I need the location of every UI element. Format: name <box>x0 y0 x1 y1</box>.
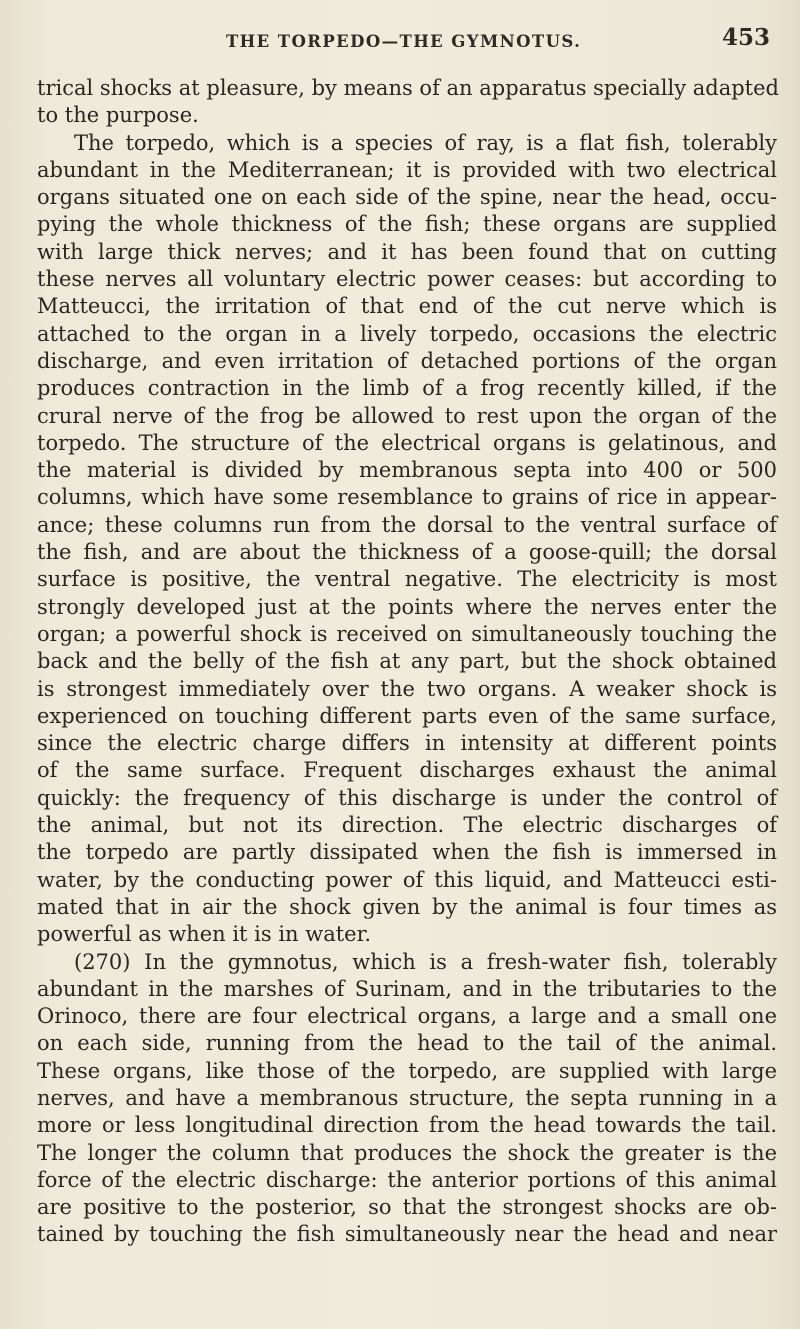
text-line: these nerves all voluntary electric power ceases: but according to <box>37 267 777 292</box>
text-line: abundant in the Mediterranean; it is provided with two electrical <box>37 157 777 182</box>
text-line: experienced on touching different parts even of the same surface, <box>37 703 777 728</box>
text-line: force of the electric discharge: the anterior portions of this animal <box>37 1167 777 1192</box>
text-line: the animal, but not its direction. The electric discharges of <box>37 813 777 838</box>
text-line: on each side, running from the head to the tail of the animal. <box>37 1031 777 1056</box>
body-text <box>37 75 777 1249</box>
text-line: to the purpose. <box>37 103 199 128</box>
text-line: powerful as when it is in water. <box>37 922 372 947</box>
text-line: pying the whole thickness of the fish; these organs are supplied <box>37 212 777 237</box>
text-line: quickly: the frequency of this discharge is under the control of <box>37 785 777 810</box>
text-line: strongly developed just at the points where the nerves enter the <box>37 594 777 619</box>
text-line: the material is divided by membranous septa into 400 or 500 <box>37 458 777 483</box>
text-line: organ; a powerful shock is received on simultaneously touching the <box>37 621 777 646</box>
page-number: 453 <box>721 24 770 51</box>
text-line: back and the belly of the fish at any part, but the shock obtained <box>37 649 777 674</box>
text-line: the torpedo are partly dissipated when the fish is immersed in <box>37 840 777 865</box>
text-line: ance; these columns run from the dorsal to the ventral surface of <box>37 512 777 537</box>
text-line: mated that in air the shock given by the animal is four times as <box>37 894 777 919</box>
text-line: These organs, like those of the torpedo, are supplied with large <box>37 1058 777 1083</box>
text-line: nerves, and have a membranous structure, the septa running in a <box>37 1085 777 1110</box>
paragraph-start: (270) In the gymnotus, which is a fresh-water fish, tolerably <box>74 949 777 974</box>
text-line: with large thick nerves; and it has been found that on cutting <box>37 239 777 264</box>
text-line: produces contraction in the limb of a frog recently killed, if the <box>37 376 777 401</box>
running-head <box>0 24 800 64</box>
text-line: of the same surface. Frequent discharges exhaust the animal <box>37 758 777 783</box>
paragraph-start: The torpedo, which is a species of ray, is a flat fish, tolerably <box>74 130 777 155</box>
text-line: more or less longitudinal direction from the head towards the tail. <box>37 1113 777 1138</box>
text-line: tained by touching the fish simultaneously near the head and near <box>37 1222 777 1247</box>
text-line: surface is positive, the ventral negative. The electricity is most <box>37 567 777 592</box>
text-line: are positive to the posterior, so that the strongest shocks are ob- <box>37 1195 777 1220</box>
text-line: abundant in the marshes of Surinam, and in the tributaries to the <box>37 976 777 1001</box>
text-line: columns, which have some resemblance to grains of rice in appear- <box>37 485 777 510</box>
text-line: Matteucci, the irritation of that end of the cut nerve which is <box>37 294 777 319</box>
text-line: crural nerve of the frog be allowed to rest upon the organ of the <box>37 403 777 428</box>
text-line: water, by the conducting power of this liquid, and Matteucci esti- <box>37 867 777 892</box>
text-line: discharge, and even irritation of detached portions of the organ <box>37 348 777 373</box>
text-line: is strongest immediately over the two organs. A weaker shock is <box>37 676 777 701</box>
running-head-title: THE TORPEDO—THE GYMNOTUS. <box>226 32 582 51</box>
text-line: since the electric charge differs in intensity at different points <box>37 731 777 756</box>
text-line: the fish, and are about the thickness of a goose-quill; the dorsal <box>37 540 777 565</box>
text-line: organs situated one on each side of the spine, near the head, occu- <box>37 185 777 210</box>
text-line: Orinoco, there are four electrical organs, a large and a small one <box>37 1004 777 1029</box>
text-line: torpedo. The structure of the electrical organs is gelatinous, and <box>37 430 777 455</box>
text-line: trical shocks at pleasure, by means of an apparatus specially adapted <box>37 76 779 100</box>
text-line: attached to the organ in a lively torpedo, occasions the electric <box>37 321 777 346</box>
text-line: The longer the column that produces the shock the greater is the <box>37 1140 777 1165</box>
